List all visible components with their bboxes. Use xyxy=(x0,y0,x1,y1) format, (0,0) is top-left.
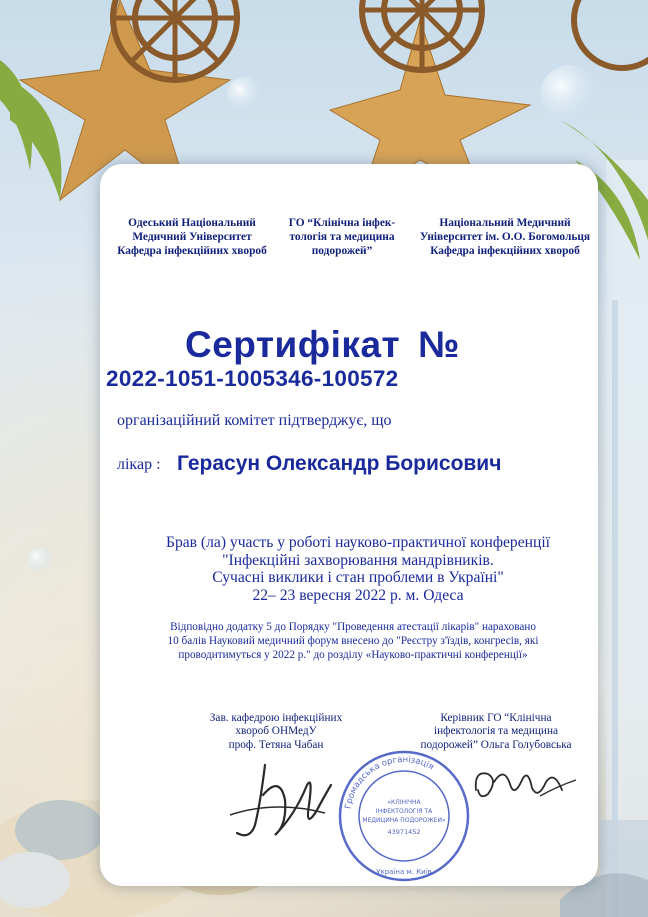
organization-stamp xyxy=(336,748,472,884)
org-middle-heading: ГО “Клінічна інфек-тологія та медицина подорожей” xyxy=(288,217,396,257)
certificate-title-word: Сертифікат xyxy=(185,324,401,365)
stamp-bottom-text: Україна м. Київ xyxy=(376,868,432,876)
participation-line: 22– 23 вересня 2022 р. м. Одеса xyxy=(252,586,464,604)
signature-right xyxy=(470,760,580,810)
signatory-right-line: Керівник ГО “Клінічна xyxy=(440,712,552,724)
signature-left xyxy=(225,755,335,845)
doctor-label: лікар : xyxy=(117,456,161,473)
participation-line: Брав (ла) участь у роботі науково-практичної конференції xyxy=(165,534,551,551)
svg-text:«КЛІНІЧНА: «КЛІНІЧНА xyxy=(387,799,421,806)
signatory-right-line: подорожей” Ольга Голубовська xyxy=(420,738,572,751)
participation-text xyxy=(120,534,596,604)
doctor-name: Герасун Олександр Борисович xyxy=(177,452,502,475)
confirmation-text: організаційний комітет підтверджує, що xyxy=(117,412,392,429)
accreditation-line: Відповідно додатку 5 до Порядку "Проведення атестації лікарів" нараховано xyxy=(170,621,536,633)
svg-text:МЕДИЦИНА ПОДОРОЖЕЙ»: МЕДИЦИНА ПОДОРОЖЕЙ» xyxy=(362,817,446,824)
accreditation-text xyxy=(110,620,596,662)
number-sign: № xyxy=(418,324,460,365)
signatory-right-line: інфектологія та медицина xyxy=(433,725,559,738)
org-left-heading: Одеський Національний Медичний Університет Кафедра інфекційних хвороб xyxy=(117,217,267,257)
certificate-number: 2022-1051-1005346-100572 xyxy=(106,366,399,391)
signatory-right xyxy=(398,712,594,752)
stamp-code: 43971452 xyxy=(387,828,421,836)
stamp-outer-text: Громадська організація xyxy=(343,754,436,810)
accreditation-line: 10 балів Науковий медичний форум внесено до "Реєстру з'їздів, конгресів, які xyxy=(167,635,539,647)
participation-line: "Інфекційні захворювання мандрівників. xyxy=(222,551,494,569)
accreditation-line: проводитимуться у 2022 р." до розділу «Науково-практичні конференції» xyxy=(178,649,528,661)
signatory-left-line: Зав. кафедрою інфекційних xyxy=(209,712,343,724)
signatory-left-line: проф. Тетяна Чабан xyxy=(228,738,324,751)
certificate-title xyxy=(185,324,460,366)
participation-line: Сучасні виклики і стан проблеми в Україні" xyxy=(212,569,504,586)
svg-text:ІНФЕКТОЛОГІЯ ТА: ІНФЕКТОЛОГІЯ ТА xyxy=(375,808,433,815)
org-right-heading: Національний Медичний Університет ім. О.О. Богомольця Кафедра інфекційних хвороб xyxy=(419,217,591,257)
signatory-left xyxy=(176,712,376,752)
signatory-left-line: хвороб ОНМедУ xyxy=(235,725,317,738)
